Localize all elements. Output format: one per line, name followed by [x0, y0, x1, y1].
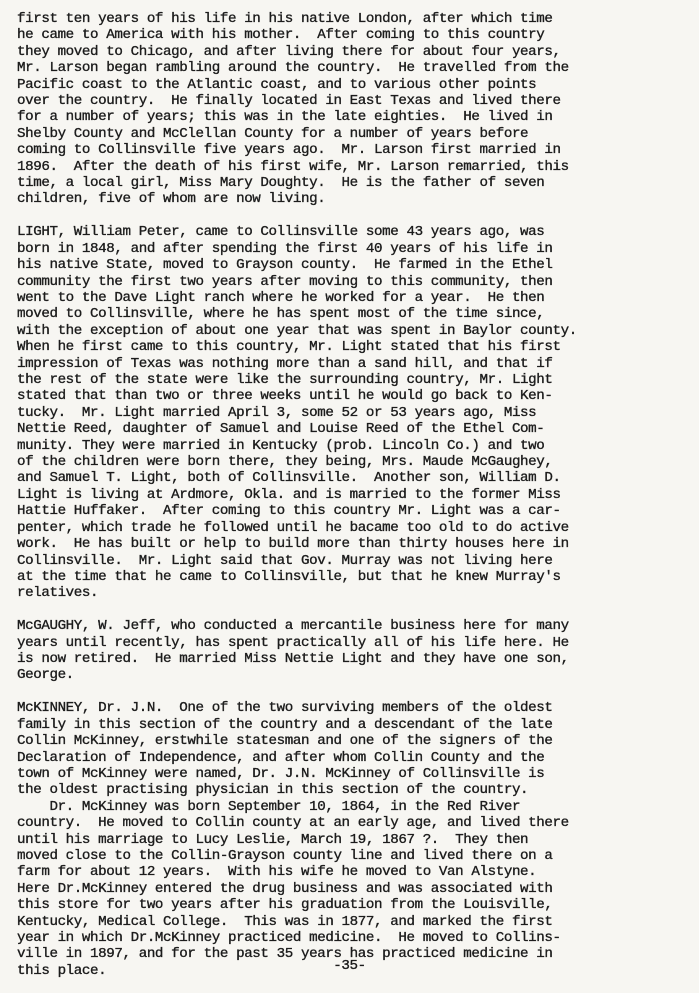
text-line: munity. They were married in Kentucky (prob. Lincoln Co.) and two	[17, 437, 545, 454]
paragraph-light-william-peter	[17, 224, 693, 601]
text-line: impression of Texas was nothing more than a sand hill, and that if	[17, 355, 553, 372]
paragraph-gap	[17, 208, 693, 225]
text-line: at the time that he came to Collinsville, but that he knew Murray's	[17, 568, 561, 585]
paragraph-mckinney-dr-jn	[17, 700, 693, 979]
text-line: Collinsville. Mr. Light said that Gov. Murray was not living here	[17, 552, 553, 569]
text-line: work. He has built or help to build more than thirty houses here in	[17, 536, 569, 553]
text-line: he came to America with his mother. After coming to this country	[17, 27, 545, 44]
text-line: Kentucky, Medical College. This was in 1877, and marked the first	[17, 913, 553, 930]
text-line: the rest of the state were like the surrounding country, Mr. Light	[17, 372, 553, 389]
text-line: time, a local girl, Miss Mary Doughty. He is the father of seven	[17, 175, 545, 192]
paragraph-larson-continued	[17, 11, 693, 208]
text-line: town of McKinney were named, Dr. J.N. McKinney of Collinsville is	[17, 765, 545, 782]
text-line: first ten years of his life in his native London, after which time	[17, 11, 553, 27]
text-line: Pacific coast to the Atlantic coast, and to various other points	[17, 76, 537, 93]
text-line: year in which Dr.McKinney practiced medicine. He moved to Collins-	[17, 930, 561, 947]
text-line: George.	[17, 667, 74, 684]
text-line: his native State, moved to Grayson county. He farmed in the Ethel	[17, 257, 553, 274]
text-line: moved to Collinsville, where he has spent most of the time since,	[17, 306, 545, 323]
text-line: until his marriage to Lucy Leslie, March 19, 1867 ?. They then	[17, 831, 529, 848]
text-line: Dr. McKinney was born September 10, 1864, in the Red River	[17, 798, 521, 815]
text-line: Here Dr.McKinney entered the drug business and was associated with	[17, 880, 553, 897]
text-line: this place.	[17, 962, 107, 979]
page-number: -35-	[333, 958, 366, 974]
text-line: for a number of years; this was in the late eighties. He lived in	[17, 109, 553, 126]
paragraph-mcgaughy-w-jeff	[17, 618, 693, 684]
text-line: over the country. He finally located in East Texas and lived there	[17, 93, 561, 110]
text-line: this store for two years after his graduation from the Louisville,	[17, 897, 553, 914]
text-line: Light is living at Ardmore, Okla. and is married to the former Miss	[17, 486, 561, 503]
text-line: country. He moved to Collin county at an early age, and lived there	[17, 815, 569, 832]
text-line: Mr. Larson began rambling around the country. He travelled from the	[17, 60, 569, 77]
text-line: penter, which trade he followed until he bacame too old to do active	[17, 519, 569, 536]
text-line: Nettie Reed, daughter of Samuel and Louise Reed of the Ethel Com-	[17, 421, 545, 438]
paragraph-gap	[17, 684, 693, 701]
paragraph-gap	[17, 602, 693, 619]
text-line: Hattie Huffaker. After coming to this country Mr. Light was a car-	[17, 503, 561, 520]
text-line: of the children were born there, they being, Mrs. Maude McGaughey,	[17, 454, 553, 471]
text-line: When he first came to this country, Mr. Light stated that his first	[17, 339, 561, 356]
text-line: they moved to Chicago, and after living there for about four years,	[17, 43, 561, 60]
text-line: is now retired. He married Miss Nettie Light and they have one son,	[17, 651, 569, 668]
text-line: with the exception of about one year that was spent in Baylor county.	[17, 322, 577, 339]
text-line: the oldest practising physician in this section of the country.	[17, 782, 529, 799]
text-line: and Samuel T. Light, both of Collinsville. Another son, William D.	[17, 470, 561, 487]
text-line: years until recently, has spent practically all of his life here. He	[17, 634, 569, 651]
text-line: Declaration of Independence, and after whom Collin County and the	[17, 749, 545, 766]
text-line: McGAUGHY, W. Jeff, who conducted a mercantile business here for many	[17, 618, 569, 635]
text-line: ville in 1897, and for the past 35 years has practiced medicine in	[17, 946, 553, 963]
text-line: born in 1848, and after spending the first 40 years of his life in	[17, 240, 553, 257]
text-line: family in this section of the country and a descendant of the late	[17, 716, 553, 733]
text-line: moved close to the Collin-Grayson county line and lived there on a	[17, 848, 553, 864]
text-line: community the first two years after moving to this community, then	[17, 273, 553, 290]
text-line: tucky. Mr. Light married April 3, some 52 or 53 years ago, Miss	[17, 404, 537, 421]
text-line: Shelby County and McClellan County for a number of years before	[17, 125, 529, 142]
text-line: farm for about 12 years. With his wife he moved to Van Alstyne.	[17, 864, 537, 881]
text-line: McKINNEY, Dr. J.N. One of the two surviving members of the oldest	[17, 700, 553, 717]
text-line: coming to Collinsville five years ago. Mr. Larson first married in	[17, 142, 561, 159]
text-line: Collin McKinney, erstwhile statesman and one of the signers of the	[17, 733, 553, 750]
text-line: children, five of whom are now living.	[17, 191, 326, 208]
text-line: went to the Dave Light ranch where he worked for a year. He then	[17, 290, 545, 306]
text-line: 1896. After the death of his first wife, Mr. Larson remarried, this	[17, 158, 569, 175]
text-line: relatives.	[17, 585, 99, 602]
text-line: stated that than two or three weeks until he would go back to Ken-	[17, 388, 553, 405]
text-line: LIGHT, William Peter, came to Collinsville some 43 years ago, was	[17, 224, 545, 241]
